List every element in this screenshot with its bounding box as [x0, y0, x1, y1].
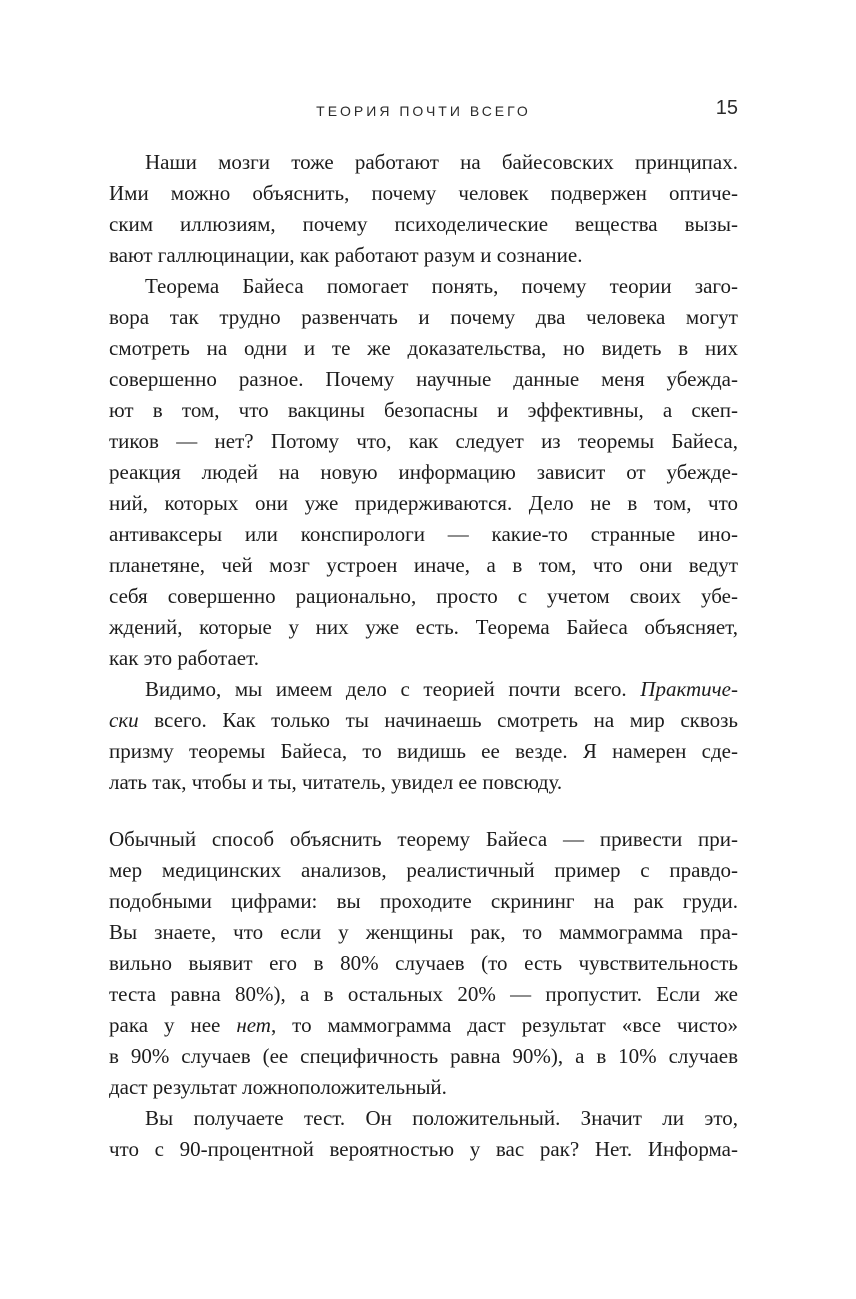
text-line: совершенно разное. Почему научные данные меня убежда- [109, 367, 738, 391]
text-line: теста равна 80%), а в остальных 20% — пропустит. Если же [109, 982, 738, 1006]
text-line: Обычный способ объяснить теорему Байеса — привести при- [109, 827, 738, 851]
text-line: себя совершенно рационально, просто с учетом своих убе- [109, 584, 738, 608]
paragraph-3 [109, 674, 738, 798]
text-line: ским иллюзиям, почему психоделические вещества вызы- [109, 212, 738, 236]
text-line: мер медицинских анализов, реалистичный пример с правдо- [109, 858, 738, 882]
paragraph-5 [109, 1103, 738, 1165]
body-text [109, 147, 738, 1165]
text-line: подобными цифрами: вы проходите скрининг на рак груди. [109, 889, 738, 913]
text-line: тиков — нет? Потому что, как следует из теоремы Байеса, [109, 429, 738, 453]
text-line: что с 90-процентной вероятностью у вас рак? Нет. Информа- [109, 1137, 738, 1161]
text-line: вают галлюцинации, как работают разум и сознание. [109, 243, 583, 267]
text-line: Теорема Байеса помогает понять, почему теории заго- [145, 274, 738, 298]
text-line: смотреть на одни и те же доказательства, но видеть в них [109, 336, 738, 360]
page-header [109, 97, 738, 123]
paragraph-4 [109, 824, 738, 1103]
text-line: как это работает. [109, 646, 259, 670]
text-line: ний, которых они уже придерживаются. Дело не в том, что [109, 491, 738, 515]
paragraph-2 [109, 271, 738, 674]
text-line: рака у нее нет, то маммограмма даст результат «все чисто» [109, 1013, 738, 1037]
text-line: призму теоремы Байеса, то видишь ее везде. Я намерен сде- [109, 739, 738, 763]
text-line: даст результат ложноположительный. [109, 1075, 447, 1099]
text-line: Вы получаете тест. Он положительный. Значит ли это, [145, 1106, 738, 1130]
text-line: в 90% случаев (ее специфичность равна 90%), а в 10% случаев [109, 1044, 738, 1068]
running-title: ТЕОРИЯ ПОЧТИ ВСЕГО [316, 103, 531, 119]
text-line: вора так трудно развенчать и почему два человека могут [109, 305, 738, 329]
text-line: антиваксеры или конспирологи — какие-то странные ино- [109, 522, 738, 546]
text-line: планетяне, чей мозг устроен иначе, а в том, что они ведут [109, 553, 738, 577]
text-line: ют в том, что вакцины безопасны и эффективны, а скеп- [109, 398, 738, 422]
paragraph-1 [109, 147, 738, 271]
text-line: лать так, чтобы и ты, читатель, увидел ее повсюду. [109, 770, 563, 794]
text-line: ски всего. Как только ты начинаешь смотреть на мир сквозь [109, 708, 738, 732]
text-line: вильно выявит его в 80% случаев (то есть чувствительность [109, 951, 738, 975]
text-line: Наши мозги тоже работают на байесовских принципах. [145, 150, 738, 174]
text-line: Вы знаете, что если у женщины рак, то маммограмма пра- [109, 920, 738, 944]
page-number: 15 [715, 97, 738, 119]
text-line: ждений, которые у них уже есть. Теорема Байеса объясняет, [109, 615, 738, 639]
text-line: реакция людей на новую информацию зависит от убежде- [109, 460, 738, 484]
text-line: Ими можно объяснить, почему человек подвержен оптиче- [109, 181, 738, 205]
text-line: Видимо, мы имеем дело с теорией почти всего. Практиче- [145, 677, 738, 701]
